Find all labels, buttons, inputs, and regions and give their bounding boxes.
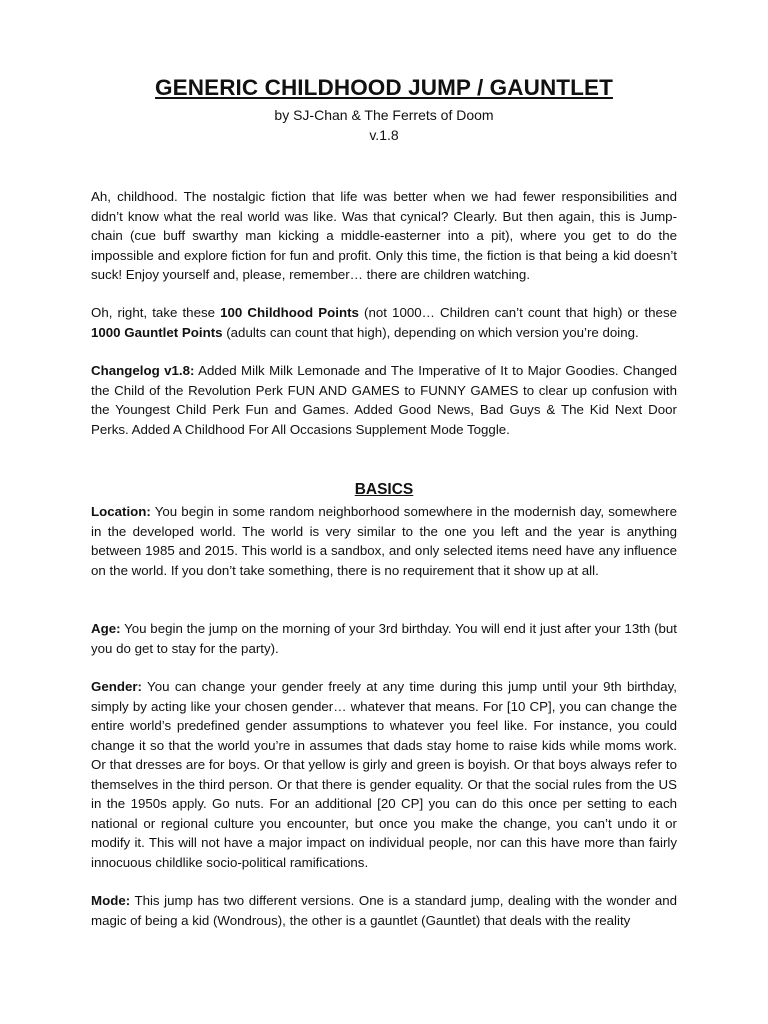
version-label: v.1.8 [369,126,399,143]
age-paragraph [91,619,677,658]
age-label: Age: [91,621,121,636]
points-middle: (not 1000… Children can’t count that high) or these [358,305,677,320]
location-paragraph [91,502,677,580]
basics-heading: BASICS [354,481,414,498]
mode-label: Mode: [91,893,131,908]
location-label: Location: [91,504,151,519]
gauntlet-points-label: 1000 Gauntlet Points [91,324,223,340]
location-text: You begin in some random neighborhood somewhere in the modernish day, somewhere in the developed world. The world is very similar to the one you left and the year is anything between 1985 and 2015. This world is a sandbox, and only selected items need have any influence on the world. If you don’t take something, there is no requirement that it show up at all. [91,504,677,578]
changelog-text: Added Milk Milk Lemonade and The Imperative of It to Major Goodies. Changed the Child of the Revolution Perk FUN AND GAMES to FUNNY GAMES to clear up confusion with the Youngest Child Perk Fun and Games. Added Good News, Bad Guys & The Kid Next Door Perks. Added A Childhood For All Occasions Supplement Mode Toggle. [91,363,677,437]
mode-text: This jump has two different versions. One is a standard jump, dealing with the wonder and magic of being a kid (Wondrous), the other is a gauntlet (Gauntlet) that deals with the reality [91,893,677,928]
changelog-label: Changelog v1.8: [91,363,195,378]
points-suffix: (adults can count that high), depending on which version you’re doing. [222,324,639,340]
author-line: by SJ-Chan & The Ferrets of Doom [274,107,494,123]
changelog-paragraph [91,361,677,439]
points-prefix: Oh, right, take these [91,305,221,320]
gender-paragraph [91,677,677,872]
gender-text: You can change your gender freely at any time during this jump until your 9th birthday, simply by acting like your chosen gender… whatever that means. For [10 CP], you can change the entire world’s predefined gender assumptions to whatever you feel like. For instance, you could change it so that the world you’re in assumes that dads stay home to raise kids while moms work. Or that dresses are for boys. Or that yellow is girly and green is boyish. Or that boys always refer to themselves in the third person. Or that there is gender equality. Or that the social rules from the US in the 1950s apply. Go nuts. For an additional [20 CP] you can do this once per setting to each national or regional culture you encounter, but once you make the change, you can’t undo it or modify it. This will not have a major impact on individual people, nor can this have more than fairly innocuous childlike socio-political ramifications. [91,679,677,870]
points-paragraph [91,303,677,342]
childhood-points-label: 100 Childhood Points [220,305,359,320]
gender-label: Gender: [91,679,142,694]
document-title: GENERIC CHILDHOOD JUMP / GAUNTLET [155,75,613,100]
intro-paragraph: Ah, childhood. The nostalgic fiction that life was better when we had fewer responsibilities and didn’t know what the real world was like. Was that cynical? Clearly. But then again, this is Jump-chain (cue buff swarthy man kicking a middle-easterner into a pit), where you get to do the impossible and explore fiction for fun and profit. Only this time, the fiction is that being a kid doesn’t suck! Enjoy yourself and, please, remember… there are children watching. [91,189,677,282]
mode-paragraph [91,891,677,930]
age-text: You begin the jump on the morning of your 3rd birthday. You will end it just after your 13th (but you do get to stay for the party). [91,621,677,656]
byline-block [0,106,768,145]
